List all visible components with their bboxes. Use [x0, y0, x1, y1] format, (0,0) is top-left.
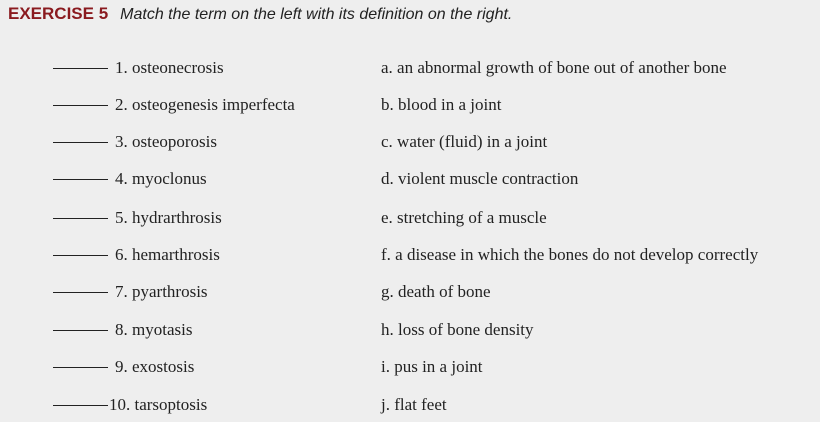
definition-item: b. blood in a joint: [381, 95, 502, 114]
answer-blank[interactable]: [53, 405, 108, 406]
term-item: 7. pyarthrosis: [115, 282, 208, 301]
definition-item: a. an abnormal growth of bone out of another bone: [381, 58, 727, 77]
term-item: 3. osteoporosis: [115, 132, 217, 151]
term-item: 6. hemarthrosis: [115, 245, 220, 264]
match-row: [0, 167, 820, 193]
answer-blank[interactable]: [53, 367, 108, 368]
match-row: [0, 56, 820, 82]
match-row: [0, 130, 820, 156]
definition-item: h. loss of bone density: [381, 320, 534, 339]
match-row: [0, 93, 820, 119]
answer-blank[interactable]: [53, 255, 108, 256]
definition-item: e. stretching of a muscle: [381, 208, 547, 227]
definition-item: c. water (fluid) in a joint: [381, 132, 548, 151]
definition-item: f. a disease in which the bones do not develop correctly: [381, 245, 759, 264]
answer-blank[interactable]: [53, 179, 108, 180]
match-row: [0, 355, 820, 381]
answer-blank[interactable]: [53, 218, 108, 219]
exercise-instruction: Match the term on the left with its definition on the right.: [120, 6, 513, 23]
term-item: 4. myoclonus: [115, 169, 207, 188]
definition-item: g. death of bone: [381, 282, 491, 301]
answer-blank[interactable]: [53, 292, 108, 293]
term-item: 10. tarsoptosis: [109, 395, 208, 414]
match-row: [0, 393, 820, 419]
term-item: 1. osteonecrosis: [115, 58, 224, 77]
answer-blank[interactable]: [53, 105, 108, 106]
answer-blank[interactable]: [53, 142, 108, 143]
match-row: [0, 206, 820, 232]
match-row: [0, 318, 820, 344]
exercise-label: EXERCISE 5: [8, 4, 109, 23]
definition-item: i. pus in a joint: [381, 357, 483, 376]
match-row: [0, 280, 820, 306]
term-item: 2. osteogenesis imperfecta: [115, 95, 295, 114]
term-item: 9. exostosis: [115, 357, 195, 376]
match-row: [0, 243, 820, 269]
answer-blank[interactable]: [53, 330, 108, 331]
exercise-header: [8, 4, 512, 26]
definition-item: j. flat feet: [381, 395, 447, 414]
term-item: 8. myotasis: [115, 320, 193, 339]
answer-blank[interactable]: [53, 68, 108, 69]
definition-item: d. violent muscle contraction: [381, 169, 579, 188]
term-item: 5. hydrarthrosis: [115, 208, 222, 227]
